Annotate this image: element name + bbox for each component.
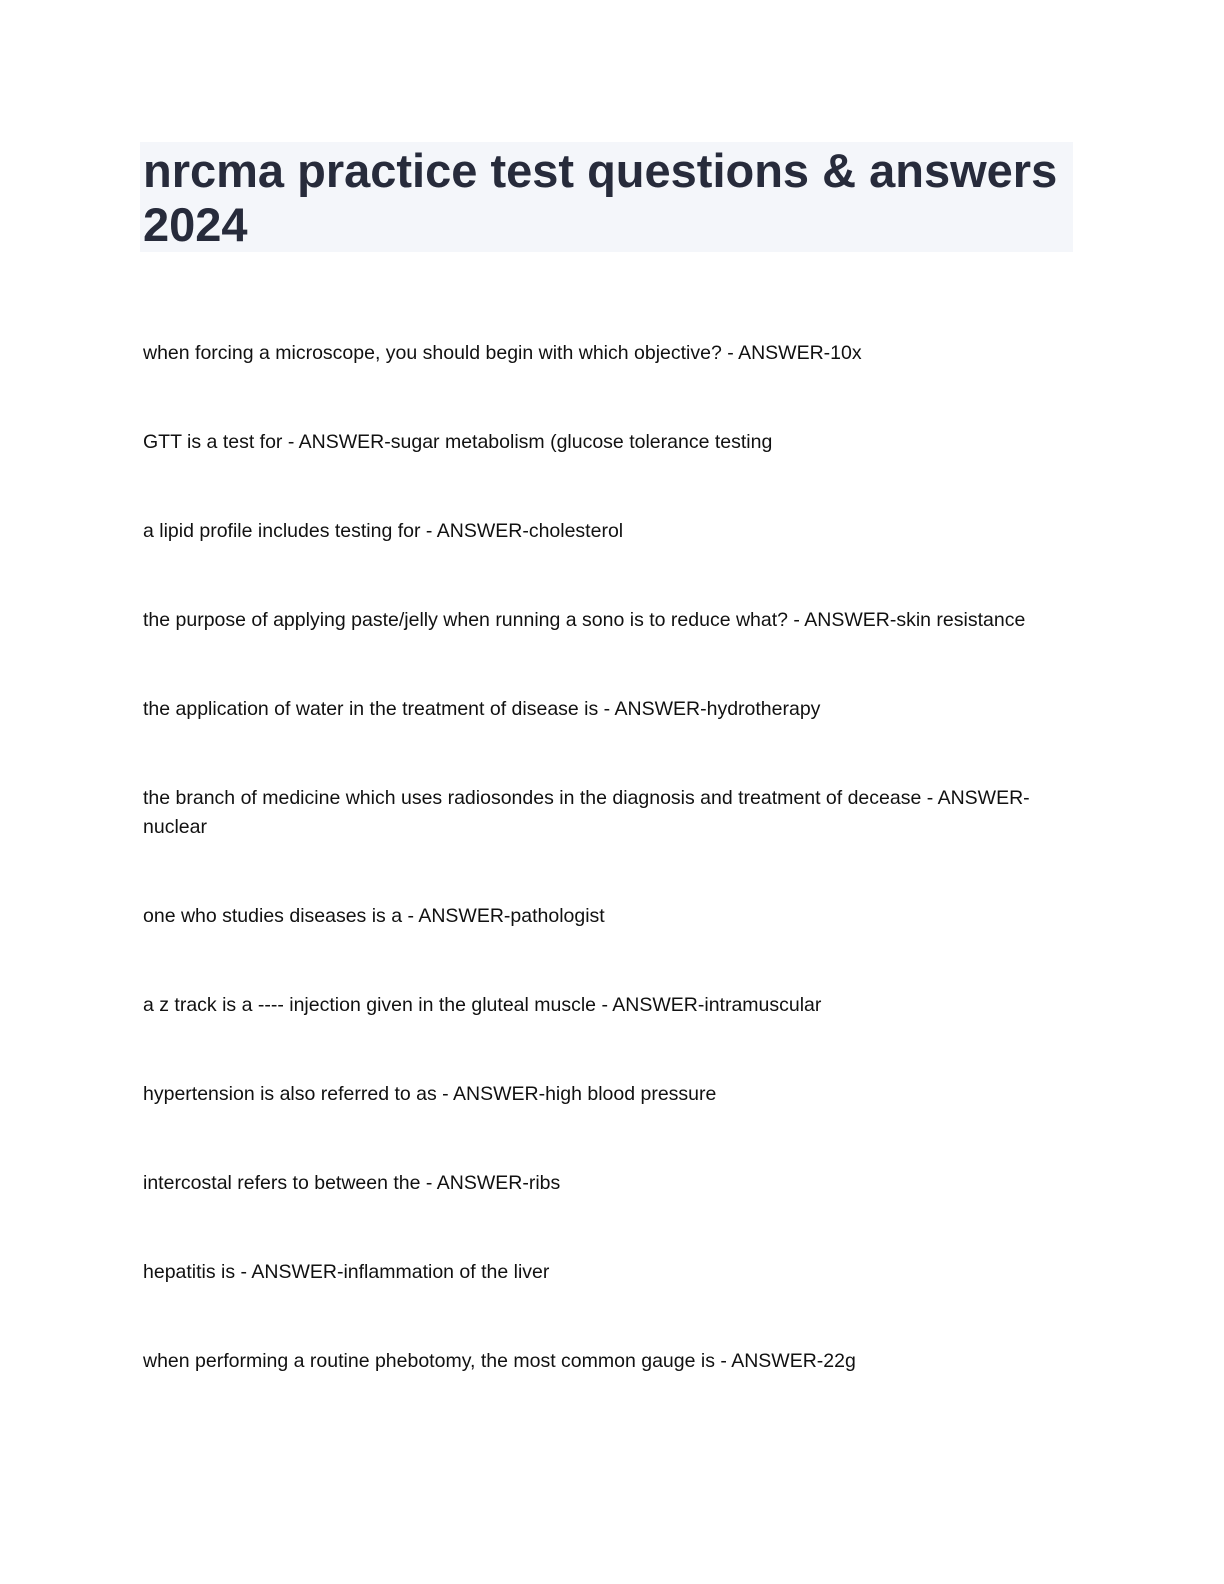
qa-item: hypertension is also referred to as - ANSWER-high blood pressure bbox=[143, 1083, 717, 1105]
qa-item: the application of water in the treatment of disease is - ANSWER-hydrotherapy bbox=[143, 698, 821, 720]
title-line-2: 2024 bbox=[143, 198, 248, 251]
qa-item: GTT is a test for - ANSWER-sugar metabolism (glucose tolerance testing bbox=[143, 431, 773, 453]
qa-item: a lipid profile includes testing for - ANSWER-cholesterol bbox=[143, 520, 624, 542]
title-line-1: nrcma practice test questions & answers bbox=[143, 144, 1058, 197]
qa-item: hepatitis is - ANSWER-inflammation of the liver bbox=[143, 1261, 550, 1283]
qa-item: the purpose of applying paste/jelly when running a sono is to reduce what? - ANSWER-skin resistance bbox=[143, 609, 1026, 631]
qa-item: when performing a routine phebotomy, the most common gauge is - ANSWER-22g bbox=[143, 1350, 856, 1372]
qa-item-line: the branch of medicine which uses radiosondes in the diagnosis and treatment of decease - ANSWER- bbox=[143, 787, 1030, 809]
qa-item: one who studies diseases is a - ANSWER-pathologist bbox=[143, 905, 605, 927]
qa-item: intercostal refers to between the - ANSWER-ribs bbox=[143, 1172, 561, 1194]
page-title bbox=[143, 144, 1073, 252]
title-banner bbox=[140, 142, 1073, 252]
qa-item bbox=[143, 784, 1083, 842]
qa-item: a z track is a ---- injection given in the gluteal muscle - ANSWER-intramuscular bbox=[143, 994, 822, 1016]
qa-item-line: nuclear bbox=[143, 816, 207, 838]
qa-item: when forcing a microscope, you should begin with which objective? - ANSWER-10x bbox=[143, 342, 862, 364]
